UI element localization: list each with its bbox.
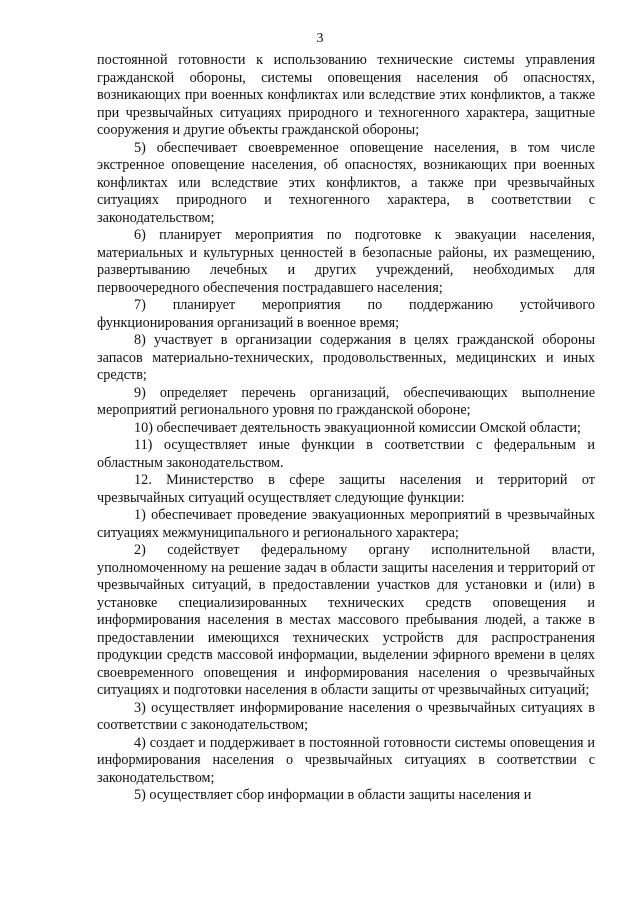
paragraph-9: 12. Министерство в сфере защиты населения и территорий от чрезвычайных ситуаций осуществляет следующие функции: bbox=[97, 472, 595, 506]
paragraph-1: постоянной готовности к использованию технические системы управления гражданской обороны, системы оповещения населения об опасностях, возникающих при военных конфликтах или вследствие этих конфликтов, а также при чрезвычайных ситуациях природного и техногенного характера, защитные сооружения и другие объекты гражданской обороны; bbox=[97, 52, 595, 138]
paragraph-4: 7) планирует мероприятия по поддержанию устойчивого функционирования организаций в военное время; bbox=[97, 297, 595, 331]
paragraph-7: 10) обеспечивает деятельность эвакуационной комиссии Омской области; bbox=[134, 419, 581, 436]
paragraph-6: 9) определяет перечень организаций, обеспечивающих выполнение мероприятий регионального уровня по гражданской обороне; bbox=[97, 384, 595, 418]
paragraph-12: 3) осуществляет информирование населения о чрезвычайных ситуациях в соответствии с законодательством; bbox=[97, 699, 595, 733]
paragraph-3: 6) планирует мероприятия по подготовке к эвакуации населения, материальных и культурных ценностей в безопасные районы, их размещению, развертыванию лечебных и других учреждений, необходимых для первоочередного обеспечения пострадавшего населения; bbox=[97, 227, 595, 296]
paragraph-11: 2) содействует федеральному органу исполнительной власти, уполномоченному на решение задач в области защиты населения и территорий от чрезвычайных ситуаций, в предоставлении участков для установки и (или) в установке специализированных технических средств оповещения и информирования населения в местах массового пребывания людей, а также в предоставлении имеющихся технических устройств для распространения продукции средств массовой информации, выделении эфирного времени в целях своевременного оповещения и информирования населения о чрезвычайных ситуациях и подготовки населения в области защиты от чрезвычайных ситуаций; bbox=[97, 542, 595, 698]
paragraph-2: 5) обеспечивает своевременное оповещение населения, в том числе экстренное оповещение населения, об опасностях, возникающих при военных конфликтах или вследствие этих конфликтов, а также при чрезвычайных ситуациях природного и техногенного характера, в соответствии с законодательством; bbox=[97, 139, 595, 226]
paragraph-13: 4) создает и поддерживает в постоянной готовности системы оповещения и информирования населения о чрезвычайных ситуациях в соответствии с законодательством; bbox=[97, 734, 595, 786]
paragraph-5: 8) участвует в организации содержания в целях гражданской обороны запасов материально-технических, продовольственных, медицинских и иных средств; bbox=[97, 332, 595, 383]
paragraph-10: 1) обеспечивает проведение эвакуационных мероприятий в чрезвычайных ситуациях межмуниципального и регионального характера; bbox=[97, 507, 595, 541]
page-number: 3 bbox=[316, 31, 324, 46]
paragraph-14: 5) осуществляет сбор информации в области защиты населения и bbox=[134, 787, 532, 803]
document-body bbox=[97, 52, 595, 805]
paragraph-8: 11) осуществляет иные функции в соответствии с федеральным и областным законодательством. bbox=[97, 437, 595, 471]
